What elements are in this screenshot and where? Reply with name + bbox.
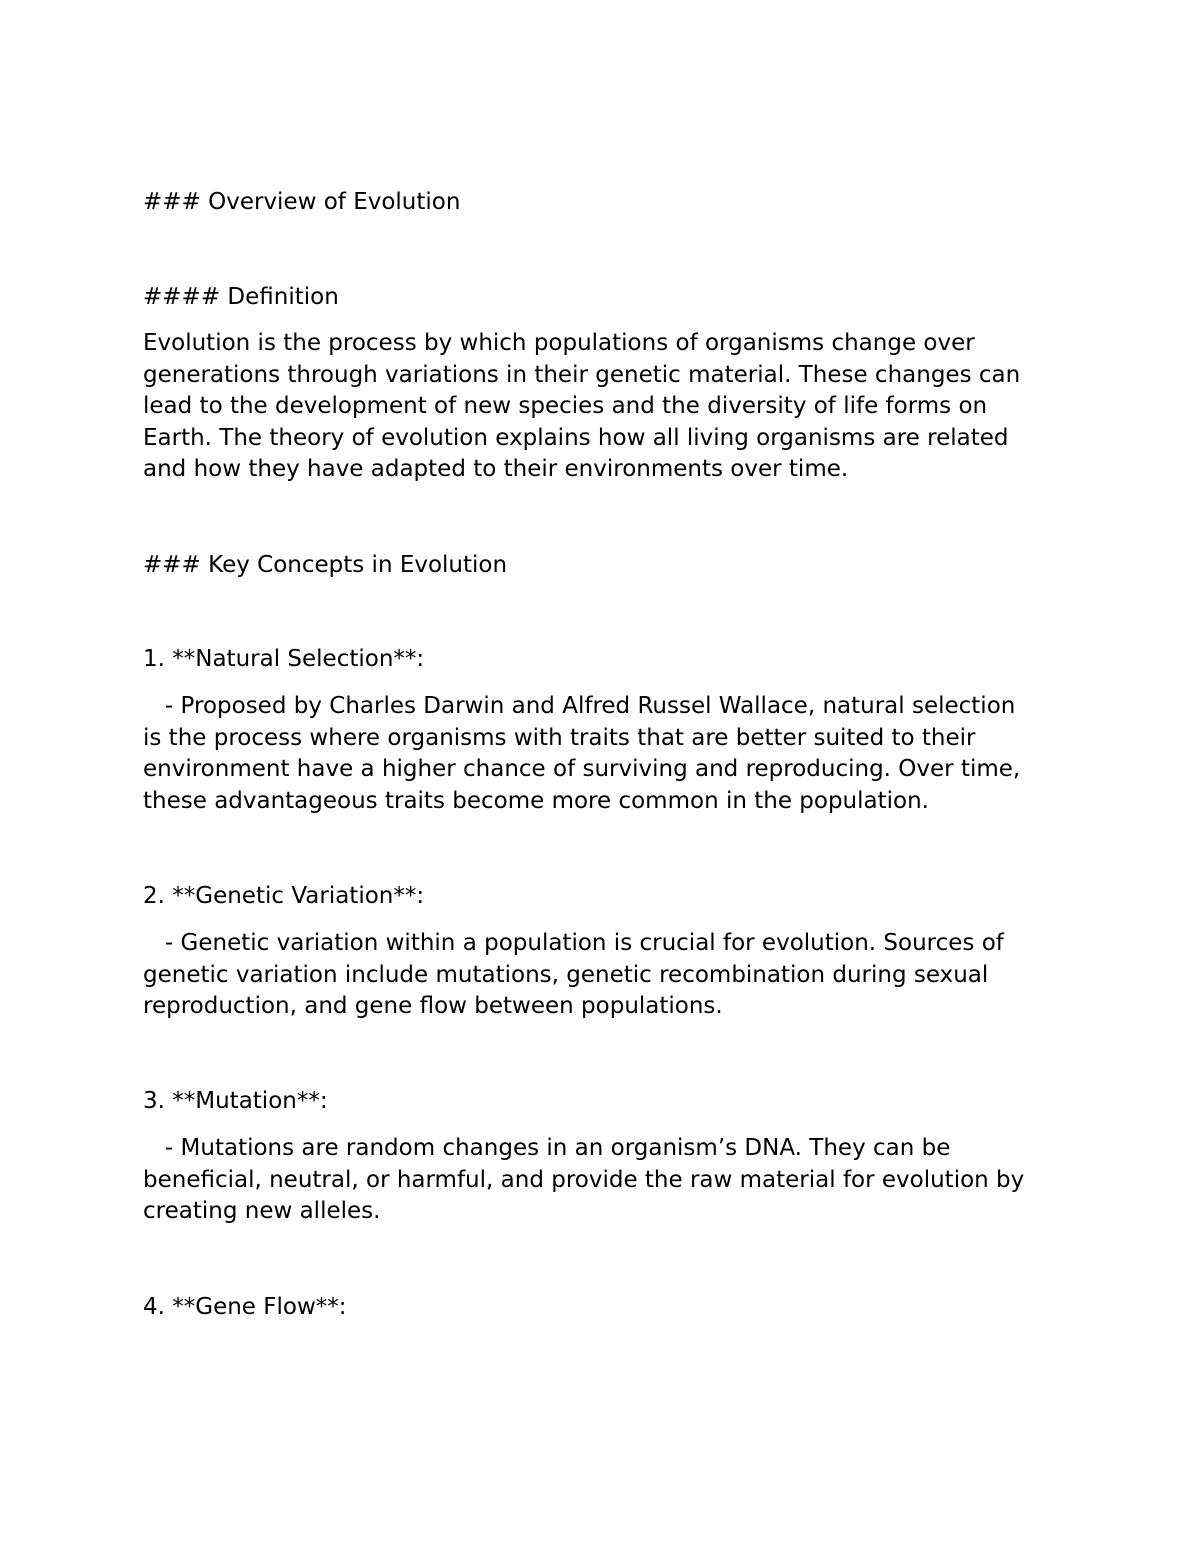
concept-title-genetic-variation: 2. **Genetic Variation**: — [143, 883, 425, 909]
concept-title-natural-selection: 1. **Natural Selection**: — [143, 646, 425, 672]
paragraph-line: and how they have adapted to their environments over time. — [143, 456, 849, 483]
paragraph-line: lead to the development of new species and the diversity of life forms on — [143, 393, 988, 420]
paragraph-line: reproduction, and gene flow between populations. — [143, 993, 723, 1020]
paragraph-line: generations through variations in their genetic material. These changes can — [143, 361, 1021, 388]
concept-body-mutation — [143, 1133, 1058, 1228]
paragraph-line: - Mutations are random changes in an organism’s DNA. They can be — [143, 1135, 951, 1161]
paragraph-line: these advantageous traits become more common in the population. — [143, 787, 929, 814]
paragraph-line: beneficial, neutral, or harmful, and provide the raw material for evolution by — [143, 1166, 1025, 1193]
heading-definition: #### Definition — [143, 284, 339, 310]
definition-paragraph — [143, 328, 1058, 486]
concept-title-gene-flow: 4. **Gene Flow**: — [143, 1294, 347, 1320]
paragraph-line: genetic variation include mutations, genetic recombination during sexual — [143, 961, 989, 988]
paragraph-line: is the process where organisms with traits that are better suited to their — [143, 724, 976, 751]
concept-body-natural-selection — [143, 691, 1058, 817]
paragraph-line: Evolution is the process by which populations of organisms change over — [143, 330, 975, 356]
paragraph-line: creating new alleles. — [143, 1198, 381, 1225]
heading-overview: ### Overview of Evolution — [143, 189, 461, 215]
concept-title-mutation: 3. **Mutation**: — [143, 1088, 328, 1114]
heading-key-concepts: ### Key Concepts in Evolution — [143, 552, 508, 578]
concept-body-genetic-variation — [143, 928, 1058, 1023]
paragraph-line: - Genetic variation within a population is crucial for evolution. Sources of — [143, 930, 1004, 956]
paragraph-line: Earth. The theory of evolution explains how all living organisms are related — [143, 424, 1009, 451]
paragraph-line: environment have a higher chance of surviving and reproducing. Over time, — [143, 756, 1021, 783]
paragraph-line: - Proposed by Charles Darwin and Alfred Russel Wallace, natural selection — [143, 693, 1016, 719]
